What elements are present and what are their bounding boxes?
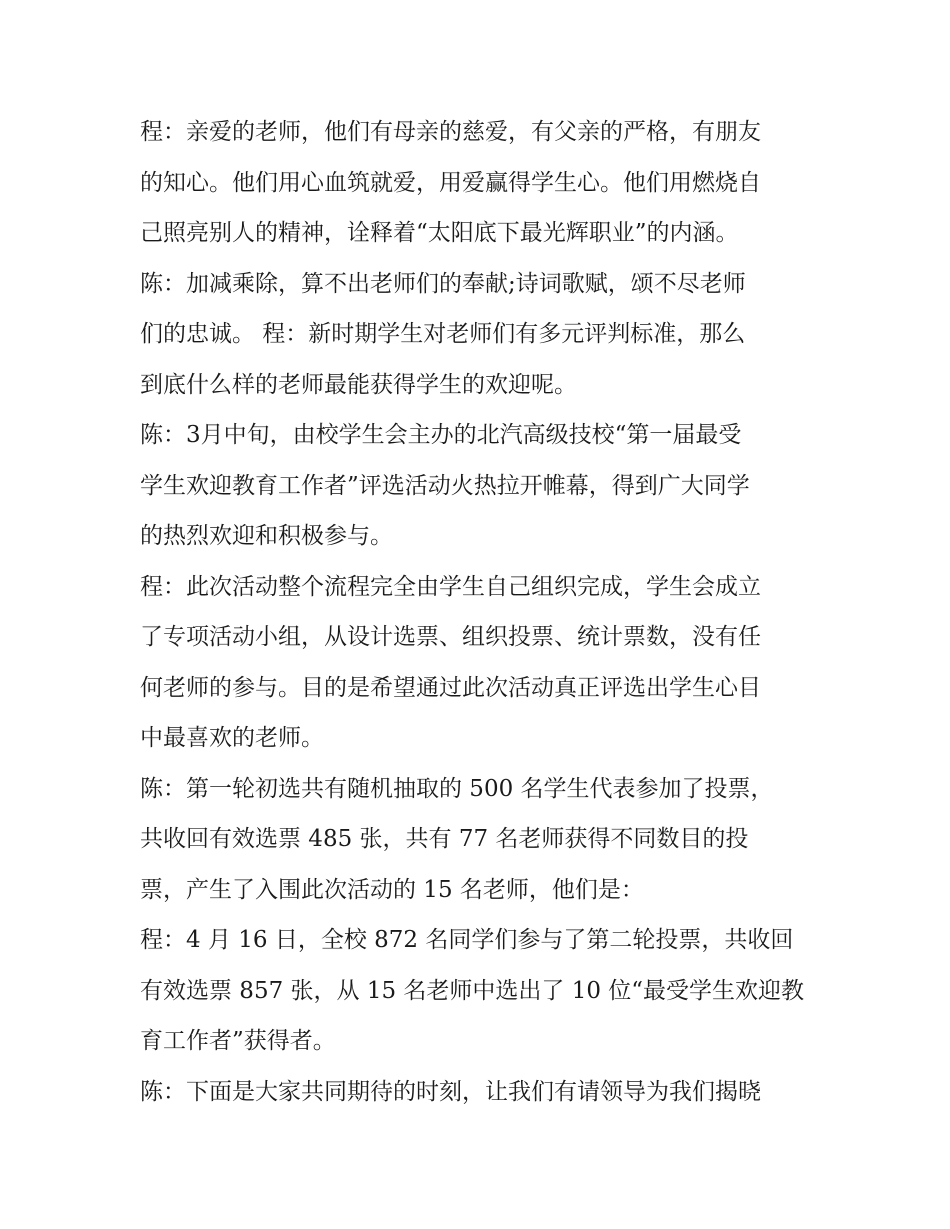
text-line: 了专项活动小组，从设计选票、组织投票、统计票数，没有任 bbox=[140, 624, 761, 650]
paragraph-5 bbox=[140, 764, 820, 916]
text-line: 何老师的参与。目的是希望通过此次活动真正评选出学生心目 bbox=[140, 674, 761, 701]
paragraph-6 bbox=[140, 915, 820, 1067]
paragraph-3 bbox=[140, 410, 820, 562]
text-line: 陈：第一轮初选共有随机抽取的 500 名学生代表参加了投票， bbox=[140, 775, 774, 802]
text-line: 票，产生了入围此次活动的 15 名老师，他们是： bbox=[140, 876, 644, 903]
text-line: 学生欢迎教育工作者”评选活动火热拉开帷幕，得到广大同学 bbox=[140, 472, 750, 499]
text-line: 中最喜欢的老师。 bbox=[140, 725, 324, 751]
document-body bbox=[140, 107, 820, 1117]
paragraph-1 bbox=[140, 107, 820, 259]
text-line: 陈：3月中旬，由校学生会主办的北汽高级技校“第一届最受 bbox=[140, 422, 742, 448]
text-line: 的知心。他们用心血筑就爱，用爱赢得学生心。他们用燃烧自 bbox=[140, 169, 761, 196]
text-line: 陈：加减乘除，算不出老师们的奉献;诗词歌赋，颂不尽老师 bbox=[140, 270, 746, 297]
text-line: 共收回有效选票 485 张，共有 77 名老师获得不同数目的投 bbox=[140, 826, 749, 852]
paragraph-7 bbox=[140, 1067, 820, 1118]
paragraph-2 bbox=[140, 259, 820, 411]
text-line: 程：亲爱的老师，他们有母亲的慈爱，有父亲的严格，有朋友 bbox=[140, 119, 761, 145]
text-line: 到底什么样的老师最能获得学生的欢迎呢。 bbox=[140, 371, 577, 398]
text-line: 们的忠诚。 程：新时期学生对老师们有多元评判标准，那么 bbox=[140, 321, 746, 347]
paragraph-4 bbox=[140, 562, 820, 764]
text-line: 育工作者”获得者。 bbox=[140, 1028, 336, 1054]
text-line: 的热烈欢迎和积极参与。 bbox=[140, 523, 393, 549]
text-line: 有效选票 857 张，从 15 名老师中选出了 10 位“最受学生欢迎教 bbox=[140, 977, 805, 1004]
text-line: 陈：下面是大家共同期待的时刻，让我们有请领导为我们揭晓 bbox=[140, 1078, 761, 1105]
text-line: 己照亮别人的精神，诠释着“太阳底下最光辉职业”的内涵。 bbox=[140, 220, 739, 246]
text-line: 程：此次活动整个流程完全由学生自己组织完成，学生会成立 bbox=[140, 573, 761, 600]
text-line: 程：4 月 16 日，全校 872 名同学们参与了第二轮投票，共收回 bbox=[140, 927, 794, 953]
